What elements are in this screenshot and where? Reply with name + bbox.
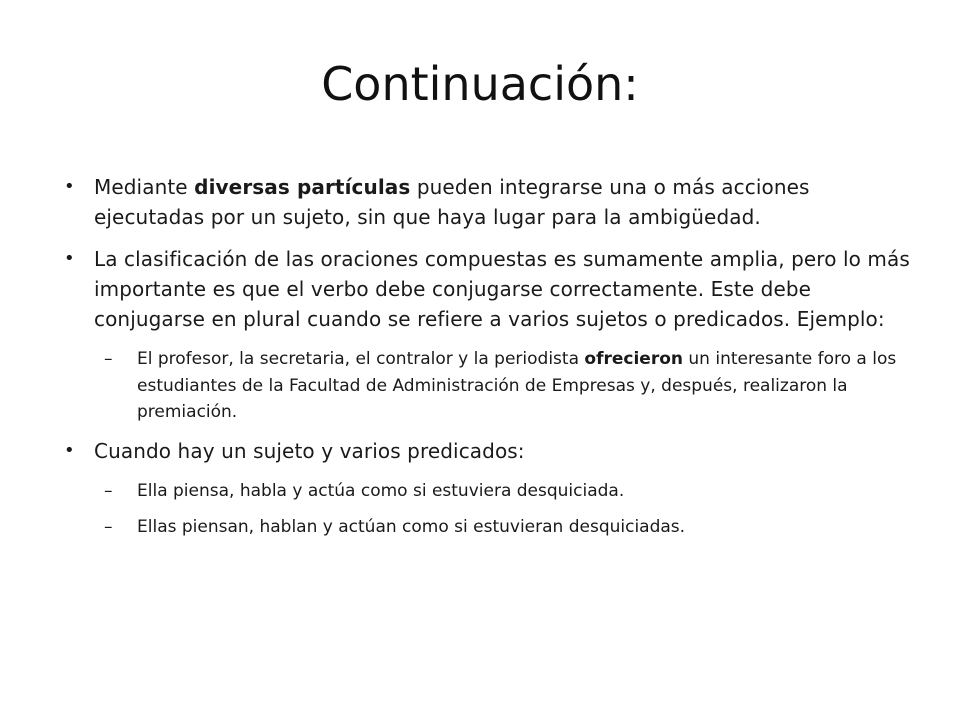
bullet-icon: • (64, 248, 75, 269)
slide-content (64, 172, 914, 551)
sub-text-2-1-bold: ofrecieron (584, 349, 683, 369)
bullet-icon: • (64, 176, 75, 197)
bullet-item-2 (64, 244, 914, 334)
bullet-text-1-bold: diversas partículas (194, 175, 411, 199)
sub-item-3-1 (64, 478, 914, 505)
slide-title: Continuación: (321, 57, 639, 111)
sub-text-2-1c: un interesante foro a los estudiantes de la Facultad de Administración de Empresas y, después, realizaron la premiación. (137, 349, 897, 422)
sub-item-3-2 (64, 514, 914, 541)
bullet-text-1a: Mediante (94, 175, 195, 199)
sub-text-3-1: Ella piensa, habla y actúa como si estuviera desquiciada. (137, 480, 625, 501)
dash-icon: – (104, 349, 113, 369)
sub-text-3-2: Ellas piensan, hablan y actúan como si estuvieran desquiciadas. (137, 517, 686, 537)
sub-text-2-1a: El profesor, la secretaria, el contralor y la periodista (137, 349, 585, 369)
bullet-text-1c: pueden integrarse una o más acciones ejecutadas por un sujeto, sin que haya lugar para la ambigüedad. (94, 175, 810, 229)
sub-item-2-1 (64, 346, 914, 426)
dash-icon: – (104, 480, 113, 501)
bullet-text-3: Cuando hay un sujeto y varios predicados: (94, 438, 525, 463)
bullet-item-3 (64, 436, 914, 466)
bullet-item-1 (64, 172, 914, 232)
bullet-text-2: La clasificación de las oraciones compuestas es sumamente amplia, pero lo más importante es que el verbo debe conjugarse correctamente. Este debe conjugarse en plural cuando se refiere a varios sujetos o predicados. Ejemplo: (94, 247, 910, 331)
dash-icon: – (104, 517, 113, 537)
bullet-icon: • (64, 439, 75, 461)
